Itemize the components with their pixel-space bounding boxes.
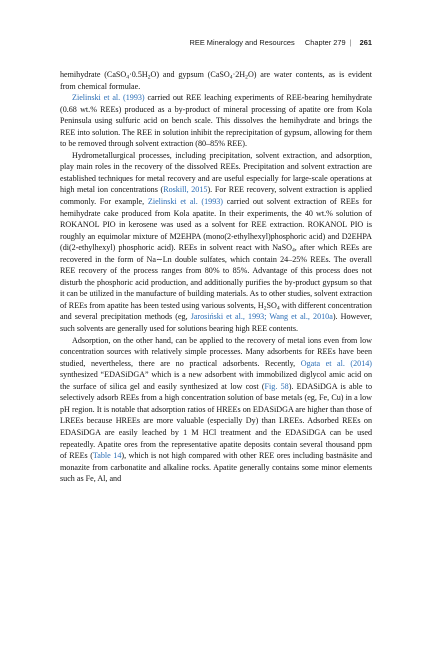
text-run: ), which is not high compared with other REE ores including bastnäsite and monazite from carbonatite and alkaline rocks. Apatite generally contains some minor elements such as Fe, Al, and [60, 451, 372, 484]
text-run: ). For REE recovery, solvent extraction is applied commonly. For example, [60, 185, 372, 207]
citation-link[interactable]: Zielinski et al. (1993) [72, 93, 145, 103]
citation-link[interactable]: Jarosiński et al., 1993; Wang et al., 2010a [190, 312, 333, 322]
text-run: , after which REEs are recovered in the form of Na∼Ln double sulfates, which contain 24–25% REEs. The overall REE recovery of the process ranges from 80% to 85%. Advantage of this process does not disturb the phosphoric acid production, and additionally purifies the by-product gypsum so that it can be utilized in the manufacture of building materials. As to other studies, solvent extraction of REEs from apatite has been tested using various solvents, H [60, 243, 372, 310]
page-number: 261 [359, 38, 372, 47]
citation-link[interactable]: Zielinski et al. (1993) [147, 197, 224, 207]
citation-link[interactable]: Ogata et al. (2014) [300, 358, 372, 368]
text-run: ). However, such solvents are generally used for solutions bearing high REE contents. [60, 312, 372, 334]
running-head-title: REE Mineralogy and Resources [189, 38, 295, 47]
citation-link[interactable]: Roskill, 2015 [163, 185, 208, 195]
text-run: ). EDASiDGA is able to selectively adsorb REEs from a high concentration solution of base metals (eg, Fe, Cu) in a low pH region. It is notable that adsorption ratios of HREEs on EDASiDGA are higher than those of LREEs because HREEs are more valuable (especially Dy) than LREEs. Adsorbed REEs on EDASiDGA are easily leached by 1 M HCl treatment and the EDASiDGA can be used repeatedly. Apatite ores from the representative apatite deposits contain several thousand ppm of REEs ( [60, 381, 372, 461]
subscript: 2 [147, 74, 151, 81]
body-paragraph [60, 150, 372, 335]
body-paragraph [60, 92, 372, 150]
text-run: carried out REE leaching experiments of REE-bearing hemihydrate (0.68 wt.% REEs) produced as a by-product of mineral processing of apatite ore from Kola Peninsula using sulfuric acid on bench scale. This dissolves the hemihydrate and brings the REE into solution. The REE in solution inhibit the reprecipitation of gypsum, allowing for them to be removed through solvent extraction (80–85% REE). [60, 93, 372, 149]
running-head-chapter-number: 279 [333, 38, 346, 47]
text-run: SO [266, 300, 277, 310]
subscript: 2 [245, 74, 248, 81]
text-run: O) and gypsum (CaSO [150, 70, 230, 79]
subscript: 4 [276, 305, 280, 312]
body-text [60, 69, 372, 485]
running-head-chapter: Chapter [304, 38, 332, 47]
citation-link[interactable]: Fig. 58 [264, 381, 289, 391]
text-run: Hydrometallurgical processes, including precipitation, solvent extraction, and adsorption, play main roles in the recovery of the dissolved REEs. Precipitation and solvent extraction are established techniques for metal recovery and are useful especially for large-scale operations at high metal ion concentrations ( [60, 150, 372, 195]
text-run: carried out solvent extraction of REEs for hemihydrate cake produced from Kola apatite. In their experiments, the 40 wt.% solution of ROKANOL PIO in kerosene was used as a solvent for REE extraction. ROKANOL PIO is roughly an equimolar mixture of M2EHPA (mono(2-ethylhexyl)phosphoric acid) and D2EHPA (di(2-ethylhexyl) phosphoric acid). REEs in solvent react with NaSO [60, 197, 373, 253]
text-run: ·2H [232, 70, 246, 79]
body-paragraph [60, 335, 372, 485]
text-run: synthesized “EDASiDGA” which is a new adsorbent with immobilized diglycol amic acid on the surface of silica gel and easily synthesized at low cost ( [60, 370, 372, 391]
body-paragraph [60, 69, 372, 92]
citation-link[interactable]: Table 14 [92, 451, 122, 461]
subscript: 4 [126, 74, 130, 81]
running-head-separator: | [349, 38, 352, 47]
running-head [60, 38, 372, 47]
text-run: ·0.5H [129, 70, 148, 79]
subscript: 4 [291, 247, 295, 254]
subscript: 2 [263, 305, 267, 312]
text-run: Adsorption, on the other hand, can be applied to the recovery of metal ions even from low concentration sources with relatively simple processes. Many adsorbents for REEs have been studied, nevertheless, there are no practical adsorbents. Recently, [60, 335, 372, 368]
text-run: hemihydrate (CaSO [60, 70, 127, 79]
subscript: 4 [229, 74, 233, 81]
running-head-separator [297, 38, 303, 47]
text-run: with different concentration and several precipitation methods (eg, [60, 300, 372, 322]
text-run: O) are water contents, as is evident from chemical formulae. [60, 70, 372, 91]
